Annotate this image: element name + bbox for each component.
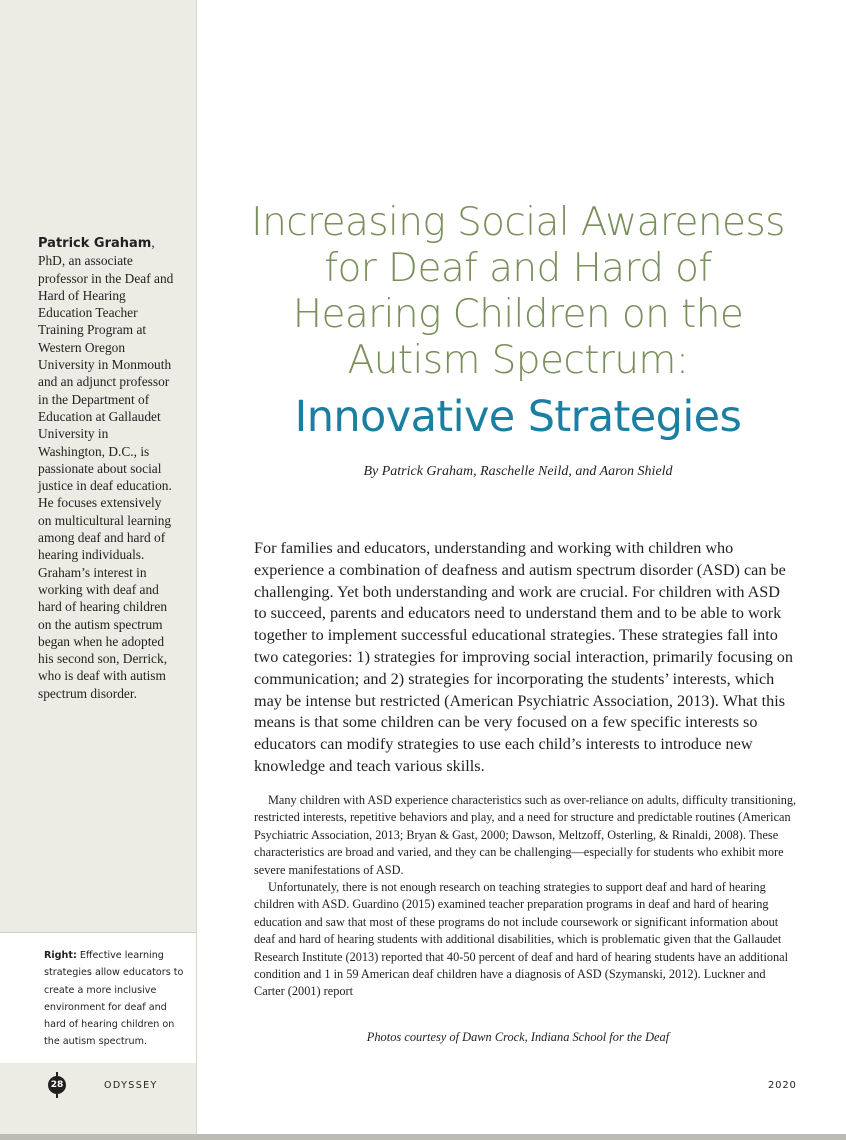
lead-paragraph: For families and educators, understanding and working with children who experience a combination of deafness and autism spectrum disorder (ASD) can be challenging. Yet both understanding and work are crucial. For children with ASD to succeed, parents and educators need to understand them and to be able to work together to implement successful educational strategies. These strategies fall into two categories: 1) strategies for improving social interaction, primarily focusing on communication; and 2) strategies for incorporating the students’ interests, which may be intense but restricted (American Psychiatric Association, 2013). What this means is that some children can be very focused on a few specific interests so educators can modify strategies to use each child’s interests to introduce new knowledge and teach various skills. <box>254 539 793 775</box>
article-title <box>226 200 810 384</box>
page-number-badge: 28 <box>48 1076 66 1094</box>
body-paragraph: Many children with ASD experience characteristics such as over-reliance on adults, difficulty transitioning, restricted interests, repetitive behaviors and play, and a need for structure and predictable routines (American Psychiatric Association, 2013; Bryan & Gast, 2000; Dawson, Meltzoff, Osterling, & Rinaldi, 2008). These characteristics are broad and varied, and they can be challenging—especially for students who exhibit more severe manifestations of ASD. <box>254 793 797 877</box>
bio-text: , PhD, an associate professor in the Deaf and Hard of Hearing Education Teacher Training Program at Western Oregon University in Monmouth and an adjunct professor in the Department of Education at Gallaudet University in Washington, D.C., is passionate about social justice in deaf education. He focuses extensively on multicultural learning among deaf and hard of hearing individuals. Graham’s interest in working with deaf and hard of hearing children on the autism spectrum began when he adopted his second son, Derrick, who is deaf with autism spectrum disorder. <box>38 235 174 701</box>
bio-author-name: Patrick Graham <box>38 236 152 251</box>
photo-credit: Photos courtesy of Dawn Crock, Indiana School for the Deaf <box>366 1030 670 1044</box>
bottom-rule <box>0 1134 846 1140</box>
article-subtitle: Innovative Strategies <box>294 392 742 442</box>
article-body <box>254 792 798 1001</box>
photo-caption <box>44 947 184 1051</box>
journal-name: ODYSSEY <box>104 1079 158 1091</box>
title-line: for Deaf and Hard of <box>324 246 712 291</box>
caption-label: Right: <box>44 950 77 961</box>
author-bio <box>38 234 178 702</box>
title-line: Autism Spectrum: <box>347 338 689 383</box>
title-line: Increasing Social Awareness <box>251 200 785 245</box>
footer-left <box>48 1076 158 1094</box>
caption-text: Effective learning strategies allow educators to create a more inclusive environment for deaf and hard of hearing children on the autism spectrum. <box>44 950 184 1048</box>
footer-year: 2020 <box>768 1080 797 1091</box>
title-line: Hearing Children on the <box>292 292 744 337</box>
byline: By Patrick Graham, Raschelle Neild, and Aaron Shield <box>363 464 673 479</box>
body-paragraph: Unfortunately, there is not enough research on teaching strategies to support deaf and hard of hearing children with ASD. Guardino (2015) examined teacher preparation programs in deaf and hard of hearing education and saw that most of these programs do not include coursework or significant information about deaf and hard of hearing students with additional disabilities, which is problematic given that the Gallaudet Research Institute (2013) reported that 40-50 percent of deaf and hard of hearing students have an additional condition and 1 in 59 American deaf children have a diagnosis of ASD (Szymanski, 2012). Luckner and Carter (2001) report <box>254 880 789 999</box>
